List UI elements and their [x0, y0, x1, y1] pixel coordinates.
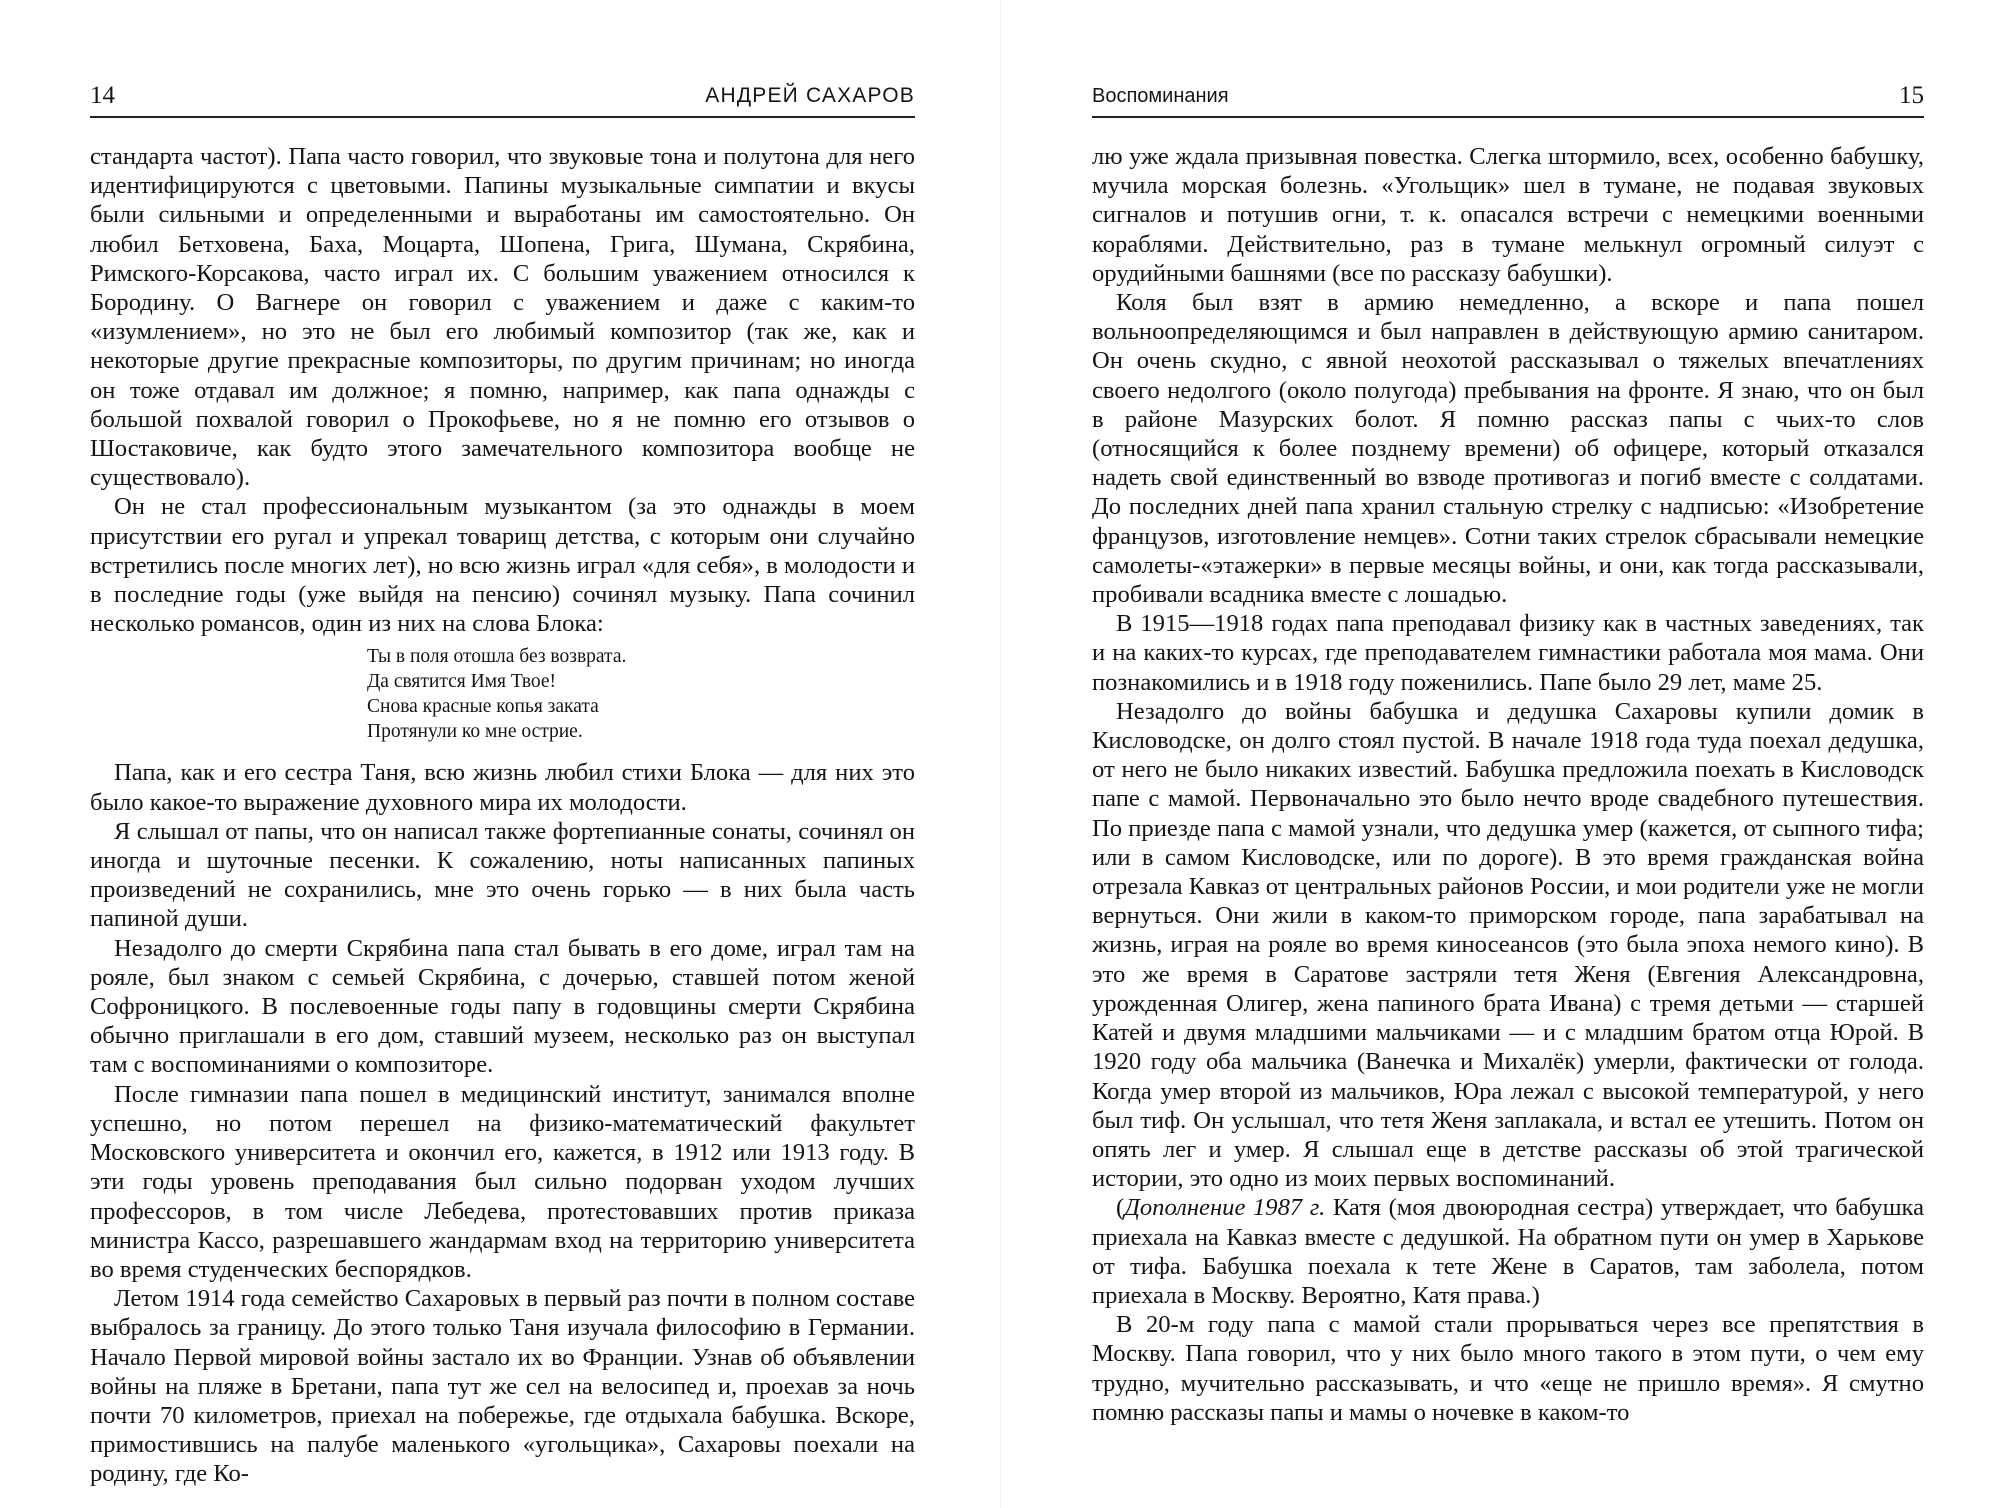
poem-line: Снова красные копья заката [367, 696, 599, 718]
running-head-author: АНДРЕЙ САХАРОВ [705, 84, 915, 107]
paragraph: В 1915—1918 годах папа преподавал физику как в частных заведениях, так и на каких-то курсах, где преподавателем гимнастики работала моя мама. Они познакомились и в 1918 году поженились. Папе было 29 лет, маме 25. [1092, 610, 1924, 696]
paragraph: Летом 1914 года семейство Сахаровых в первый раз почти в полном составе выбралось за границу. До этого только Таня изучала философию в Германии. Начало Первой мировой войны застало их во Франции. Узнав об объявлении войны на пляже в Бретани, папа тут же сел на велосипед и, проехав за ночь почти 70 километров, приехал на побережье, где отдыхала бабушка. Вскоре, примостившись на палубе маленького «угольщика», Сахаровы поехали на родину, где Ко- [90, 1285, 915, 1488]
paragraph: стандарта частот). Папа часто говорил, что звуковые тона и полутона для него идентифицируются с цветовыми. Папины музыкальные симпатии и вкусы были сильными и определенными и выработаны им самостоятельно. Он любил Бетховена, Баха, Моцарта, Шопена, Грига, Шумана, Скрябина, Римского-Корсакова, часто играл их. С большим уважением относился к Бородину. О Вагнере он говорил с уважением и даже с каким-то «изумлением», но это не был его любимый композитор (так же, как и некоторые другие прекрасные композиторы, по другим причинам; но иногда он тоже отдавал им должное; я помню, например, как папа однажды с большой похвалой говорил о Прокофьеве, но я не помню его отзывов о Шостаковиче, как будто этого замечательного композитора вообще не существовало). [90, 143, 915, 492]
poem-line: Протянули ко мне острие. [367, 721, 583, 743]
paragraph: Я слышал от папы, что он написал также фортепианные сонаты, сочинял он иногда и шуточные песенки. К сожалению, ноты написанных папиных произведений не сохранились, мне это очень горько — в них была часть папиной души. [90, 817, 915, 933]
book-gutter [1000, 0, 1001, 1508]
addendum-label: Дополнение 1987 г. [1124, 1194, 1326, 1222]
paragraph: Папа, как и его сестра Таня, всю жизнь любил стихи Блока — для них это было какое-то выражение духовного мира их молодости. [90, 759, 915, 816]
poem-line: Да святится Имя Твое! [367, 671, 557, 693]
paren-open: ( [1116, 1194, 1125, 1222]
page-number-left: 14 [90, 82, 115, 109]
right-page [1092, 0, 1924, 1508]
paragraph: После гимназии папа пошел в медицинский институт, занимался вполне успешно, но потом перешел на физико-математический факультет Московского университета и окончил его, кажется, в 1912 или 1913 году. В эти годы уровень преподавания был сильно подорван уходом лучших профессоров, в том числе Лебедева, протестовавших против приказа министра Кассо, разрешавшего жандармам вход на территорию университета во время студенческих беспорядков. [90, 1080, 915, 1283]
left-page [90, 0, 915, 1508]
running-header-left [90, 78, 915, 118]
right-page-body [1092, 142, 1924, 1427]
paragraph: Коля был взят в армию немедленно, а вскоре и папа пошел вольноопределяющимся и был направлен в действующую армию санитаром. Он очень скудно, с явной неохотой рассказывал о тяжелых впечатлениях своего недолгого (около полугода) пребывания на фронте. Я знаю, что он был в районе Мазурских болот. Я помню рассказ папы с чьих-то слов (относящийся к более позднему времени) об офицере, который отказался надеть свой единственный во взводе противогаз и погиб вместе с солдатами. До последних дней папа хранил стальную стрелку с надписью: «Изобретение французов, изготовление немцев». Сотни таких стрелок сбрасывали немецкие самолеты-«этажерки» в первые месяцы войны, и они, как тогда рассказывали, пробивали всадника вместе с лошадью. [1092, 289, 1924, 609]
running-head-section: Воспоминания [1092, 85, 1229, 107]
paragraph: Незадолго до войны бабушка и дедушка Сахаровы купили домик в Кисловодске, он долго стоял пустой. В начале 1918 года туда поехал дедушка, от него не было никаких известий. Бабушка предложила поехать в Кисловодск папе с мамой. Первоначально это было нечто вроде свадебного путешествия. По приезде папа с мамой узнали, что дедушка умер (кажется, от сыпного тифа; или в самом Кисловодске, или по дороге). В это время гражданская война отрезала Кавказ от центральных районов России, и мои родители уже не могли вернуться. Они жили в каком-то приморском городе, папа зарабатывал на жизнь, играя на рояле во время киносеансов (это была эпоха немого кино). В это же время в Саратове застряли тетя Женя (Евгения Александровна, урожденная Олигер, жена папиного брата Ивана) с тремя детьми — старшей Катей и двумя младшими мальчиками — и с младшим братом отца Юрой. В 1920 году оба мальчика (Ванечка и Михалёк) умерли, фактически от голода. Когда умер второй из мальчиков, Юра лежал с высокой температурой, у него был тиф. Он услышал, что тетя Женя заплакала, и встал ее утешить. Потом он опять лег и умер. Я слышал еще в детстве рассказы об этой трагической истории, это одно из моих первых воспоминаний. [1092, 697, 1924, 1193]
paragraph: лю уже ждала призывная повестка. Слегка штормило, всех, особенно бабушку, мучила морская болезнь. «Угольщик» шел в тумане, не подавая звуковых сигналов и потушив огни, т. к. опасался встречи с немецкими военными кораблями. Действительно, раз в тумане мелькнул огромный силуэт с орудийными башнями (все по рассказу бабушки). [1092, 143, 1924, 287]
running-header-right [1092, 78, 1924, 118]
paragraph: В 20-м году папа с мамой стали прорываться через все препятствия в Москву. Папа говорил, что у них было много такого в этом пути, о чем ему трудно, мучительно рассказывать, и что «еще не пришло время». Я смутно помню рассказы папы и мамы о ночевке в каком-то [1092, 1311, 1924, 1426]
poem-line: Ты в поля отошла без возврата. [367, 646, 627, 668]
left-page-body [90, 142, 915, 1489]
paragraph-addendum [1092, 1193, 1924, 1310]
page-number-right: 15 [1899, 82, 1924, 109]
paragraph: Незадолго до смерти Скрябина папа стал бывать в его доме, играл там на рояле, был знаком с семьей Скрябина, с дочерью, ставшей потом женой Софроницкого. В послевоенные годы папу в годовщины смерти Скрябина обычно приглашали в его дом, ставший музеем, несколько раз он выступал там с воспоминаниями о композиторе. [90, 934, 915, 1079]
addendum-text: Катя (моя двоюродная сестра) утверждает, что бабушка приехала на Кавказ вместе с дедушкой. На обратном пути он умер в Харькове от тифа. Бабушка поехала к тете Жене в Саратов, там заболела, потом приехала в Москву. Вероятно, Катя права.) [1092, 1194, 1924, 1309]
poem-quote [367, 644, 915, 744]
paragraph: Он не стал профессиональным музыкантом (за это однажды в моем присутствии его ругал и упрекал товарищ детства, с которым они случайно встретились после многих лет), но всю жизнь играл «для себя», в молодости и в последние годы (уже выйдя на пенсию) сочинял музыку. Папа сочинил несколько романсов, один из них на слова Блока: [90, 493, 915, 638]
